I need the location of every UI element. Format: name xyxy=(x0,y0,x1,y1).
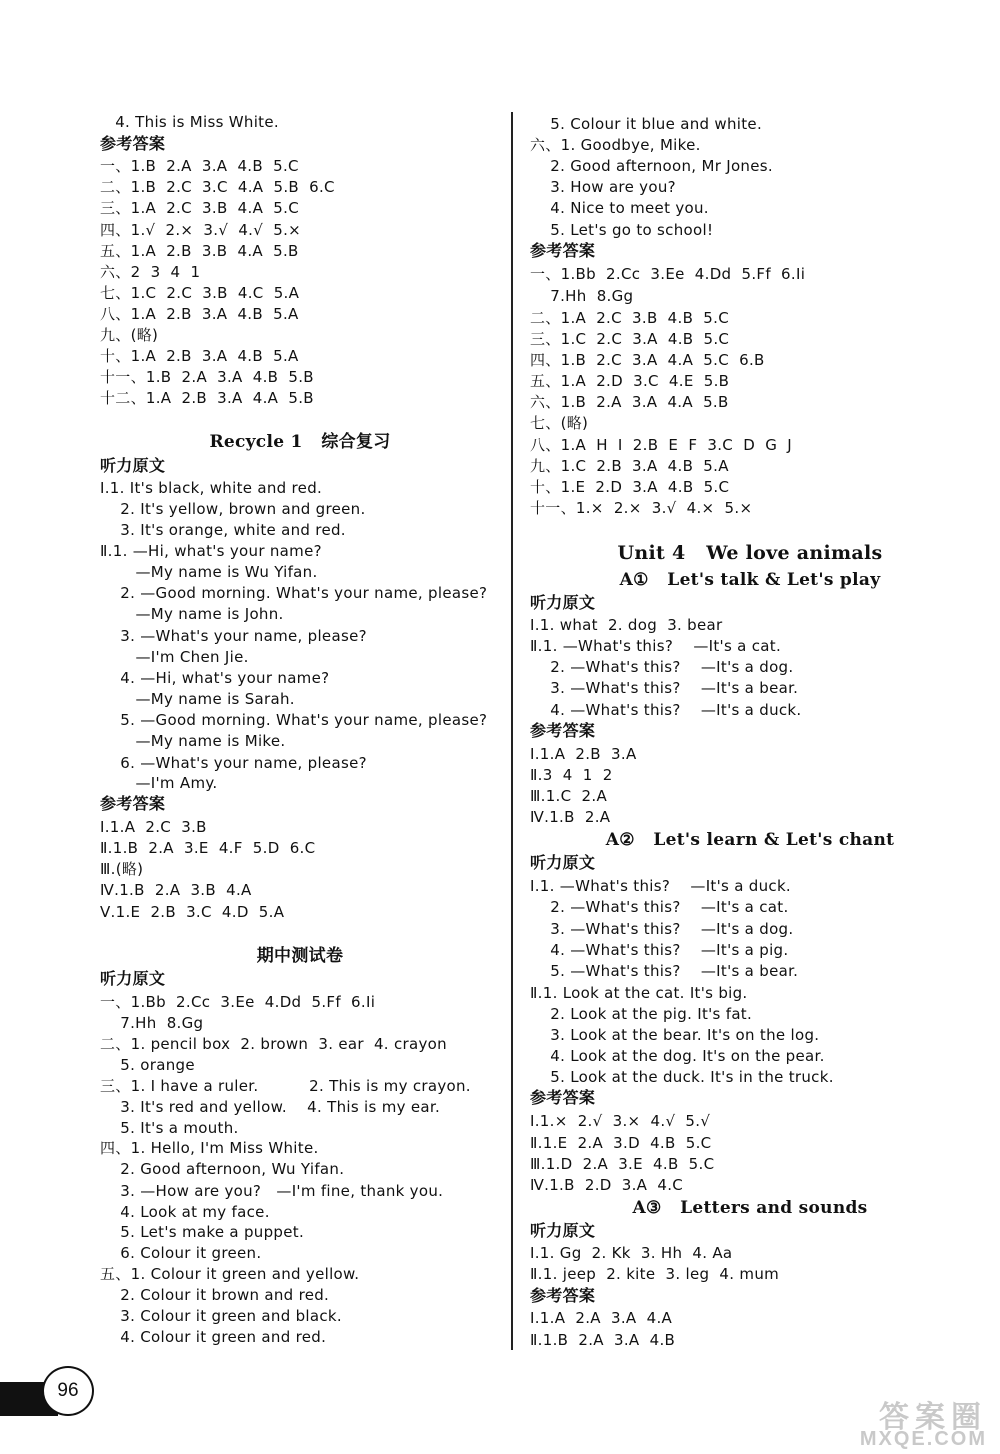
left-section-heading: 听力原文 xyxy=(100,456,166,475)
left-line: 6. —What's your name, please? xyxy=(100,754,367,772)
right-line: 2. —What's this? —It's a cat. xyxy=(530,898,789,916)
right-line: Ⅰ.1. what 2. dog 3. bear xyxy=(530,616,723,634)
page-number: 96 xyxy=(42,1366,94,1416)
right-line: 三、1.C 2.C 3.A 4.B 5.C xyxy=(530,330,730,348)
right-line: Ⅱ.1.B 2.A 3.A 4.B xyxy=(530,1331,676,1349)
right-line: 5. Let's go to school! xyxy=(530,221,714,239)
right-unit-title: Unit 4 We love animals xyxy=(617,542,883,564)
left-line: 2. It's yellow, brown and green. xyxy=(100,500,366,518)
right-line: 十、1.E 2.D 3.A 4.B 5.C xyxy=(530,478,730,496)
left-line: 七、1.C 2.C 3.B 4.C 5.A xyxy=(100,284,300,302)
left-line: 一、1.B 2.A 3.A 4.B 5.C xyxy=(100,157,299,175)
left-line: 4. This is Miss White. xyxy=(100,113,279,131)
right-line: Ⅳ.1.B 2.D 3.A 4.C xyxy=(530,1176,684,1194)
right-line: Ⅳ.1.B 2.A xyxy=(530,808,611,826)
right-line: 一、1.Bb 2.Cc 3.Ee 4.Dd 5.Ff 6.Ii xyxy=(530,265,806,283)
right-line: 2. —What's this? —It's a dog. xyxy=(530,658,794,676)
right-line: 2. Look at the pig. It's fat. xyxy=(530,1005,753,1023)
right-line: Ⅰ.1.A 2.B 3.A xyxy=(530,745,637,763)
left-line: 4. —Hi, what's your name? xyxy=(100,669,330,687)
left-line: 四、1. Hello, I'm Miss White. xyxy=(100,1139,319,1157)
right-line: Ⅰ.1.× 2.√ 3.× 4.√ 5.√ xyxy=(530,1112,711,1130)
right-line: 二、1.A 2.C 3.B 4.B 5.C xyxy=(530,309,729,327)
right-line: Ⅰ.1. Gg 2. Kk 3. Hh 4. Aa xyxy=(530,1244,733,1262)
left-line: 5. orange xyxy=(100,1056,195,1074)
column-divider xyxy=(511,112,513,1350)
left-line: 十二、1.A 2.B 3.A 4.A 5.B xyxy=(100,389,314,407)
right-line: 4. Look at the dog. It's on the pear. xyxy=(530,1047,825,1065)
right-line: 3. —What's this? —It's a dog. xyxy=(530,920,794,938)
left-line: 5. It's a mouth. xyxy=(100,1119,239,1137)
right-line: Ⅰ.1.A 2.A 3.A 4.A xyxy=(530,1309,673,1327)
right-line: 七、(略) xyxy=(530,414,589,432)
right-line: 5. Look at the duck. It's in the truck. xyxy=(530,1068,834,1086)
right-section-heading: 参考答案 xyxy=(530,1088,596,1107)
left-section-heading: 参考答案 xyxy=(100,134,166,153)
right-line: Ⅲ.1.D 2.A 3.E 4.B 5.C xyxy=(530,1155,715,1173)
right-line: 九、1.C 2.B 3.A 4.B 5.A xyxy=(530,457,729,475)
left-line: 五、1.A 2.B 3.B 4.A 5.B xyxy=(100,242,299,260)
left-line: 三、1.A 2.C 3.B 4.A 5.C xyxy=(100,199,299,217)
left-line: 三、1. I have a ruler. 2. This is my crayon. xyxy=(100,1077,471,1095)
right-line: 4. —What's this? —It's a duck. xyxy=(530,701,802,719)
right-line: 4. —What's this? —It's a pig. xyxy=(530,941,789,959)
left-line: —My name is Mike. xyxy=(100,732,286,750)
right-section-title: A② Let's learn & Let's chant xyxy=(605,830,895,850)
right-line: 3. Look at the bear. It's on the log. xyxy=(530,1026,820,1044)
left-line: 二、1. pencil box 2. brown 3. ear 4. crayon xyxy=(100,1035,447,1053)
right-section-title: A① Let's talk & Let's play xyxy=(619,570,881,590)
left-line: 5. Let's make a puppet. xyxy=(100,1223,305,1241)
left-line: 2. Colour it brown and red. xyxy=(100,1286,330,1304)
left-line: 3. —How are you? —I'm fine, thank you. xyxy=(100,1182,444,1200)
right-section-heading: 参考答案 xyxy=(530,1286,596,1305)
right-line: Ⅰ.1. —What's this? —It's a duck. xyxy=(530,877,791,895)
left-section-heading: 参考答案 xyxy=(100,794,166,813)
right-line: 5. Colour it blue and white. xyxy=(530,115,763,133)
right-line: 3. How are you? xyxy=(530,178,676,196)
right-line: 2. Good afternoon, Mr Jones. xyxy=(530,157,773,175)
page-number-badge xyxy=(0,1366,100,1454)
right-section-heading: 听力原文 xyxy=(530,853,596,872)
left-line: 4. Colour it green and red. xyxy=(100,1328,327,1346)
right-line: 八、1.A H I 2.B E F 3.C D G J xyxy=(530,436,792,454)
right-line: Ⅱ.1.E 2.A 3.D 4.B 5.C xyxy=(530,1134,712,1152)
left-line: Ⅱ.1. —Hi, what's your name? xyxy=(100,542,322,560)
right-line: 4. Nice to meet you. xyxy=(530,199,709,217)
left-line: —My name is Sarah. xyxy=(100,690,295,708)
left-line: 一、1.Bb 2.Cc 3.Ee 4.Dd 5.Ff 6.Ii xyxy=(100,993,376,1011)
left-line: —My name is John. xyxy=(100,605,284,623)
left-line: 五、1. Colour it green and yellow. xyxy=(100,1265,360,1283)
right-line: 3. —What's this? —It's a bear. xyxy=(530,679,799,697)
left-line: Ⅱ.1.B 2.A 3.E 4.F 5.D 6.C xyxy=(100,839,316,857)
left-line: —I'm Chen Jie. xyxy=(100,648,249,666)
watermark-en: MXQE.COM xyxy=(859,1428,987,1450)
left-line: 6. Colour it green. xyxy=(100,1244,262,1262)
left-line: —I'm Amy. xyxy=(100,774,218,792)
left-line: Ⅰ.1. It's black, white and red. xyxy=(100,479,323,497)
right-line: Ⅱ.1. —What's this? —It's a cat. xyxy=(530,637,782,655)
right-line: 六、1.B 2.A 3.A 4.A 5.B xyxy=(530,393,729,411)
right-line: 5. —What's this? —It's a bear. xyxy=(530,962,799,980)
left-line: 六、2 3 4 1 xyxy=(100,263,201,281)
left-line: 3. —What's your name, please? xyxy=(100,627,367,645)
right-line: Ⅱ.1. jeep 2. kite 3. leg 4. mum xyxy=(530,1265,780,1283)
right-line: 五、1.A 2.D 3.C 4.E 5.B xyxy=(530,372,730,390)
left-line: 十一、1.B 2.A 3.A 4.B 5.B xyxy=(100,368,314,386)
right-section-heading: 参考答案 xyxy=(530,721,596,740)
left-line: 八、1.A 2.B 3.A 4.B 5.A xyxy=(100,305,299,323)
left-line: Ⅳ.1.B 2.A 3.B 4.A xyxy=(100,881,252,899)
left-line: Ⅲ.(略) xyxy=(100,860,144,878)
left-line: Ⅴ.1.E 2.B 3.C 4.D 5.A xyxy=(100,903,285,921)
left-line: 2. Good afternoon, Wu Yifan. xyxy=(100,1160,345,1178)
right-line: Ⅱ.1. Look at the cat. It's big. xyxy=(530,984,748,1002)
right-section-heading: 参考答案 xyxy=(530,241,596,260)
right-section-title: A③ Letters and sounds xyxy=(632,1198,868,1218)
right-section-heading: 听力原文 xyxy=(530,1221,596,1240)
left-section-title: 期中测试卷 xyxy=(256,946,344,966)
left-line: 四、1.√ 2.× 3.√ 4.√ 5.× xyxy=(100,221,302,239)
left-section-title: Recycle 1 综合复习 xyxy=(209,432,391,452)
right-section-heading: 听力原文 xyxy=(530,593,596,612)
left-line: 十、1.A 2.B 3.A 4.B 5.A xyxy=(100,347,299,365)
watermark-cn: 答案圈 xyxy=(879,1401,987,1434)
left-line: 5. —Good morning. What's your name, please? xyxy=(100,711,488,729)
left-line: 3. Colour it green and black. xyxy=(100,1307,342,1325)
left-line: 4. Look at my face. xyxy=(100,1203,270,1221)
watermark-logo xyxy=(790,1392,995,1452)
left-section-heading: 听力原文 xyxy=(100,969,166,988)
right-line: 六、1. Goodbye, Mike. xyxy=(530,136,701,154)
right-line: Ⅲ.1.C 2.A xyxy=(530,787,608,805)
left-line: 3. It's red and yellow. 4. This is my ear. xyxy=(100,1098,441,1116)
left-line: 二、1.B 2.C 3.C 4.A 5.B 6.C xyxy=(100,178,335,196)
left-line: Ⅰ.1.A 2.C 3.B xyxy=(100,818,207,836)
left-line: 7.Hh 8.Gg xyxy=(100,1014,204,1032)
right-line: Ⅱ.3 4 1 2 xyxy=(530,766,613,784)
left-line: —My name is Wu Yifan. xyxy=(100,563,318,581)
left-line: 3. It's orange, white and red. xyxy=(100,521,346,539)
right-line: 7.Hh 8.Gg xyxy=(530,287,634,305)
left-line: 2. —Good morning. What's your name, please? xyxy=(100,584,488,602)
right-line: 十一、1.× 2.× 3.√ 4.× 5.× xyxy=(530,499,753,517)
left-line: 九、(略) xyxy=(100,326,159,344)
right-line: 四、1.B 2.C 3.A 4.A 5.C 6.B xyxy=(530,351,765,369)
